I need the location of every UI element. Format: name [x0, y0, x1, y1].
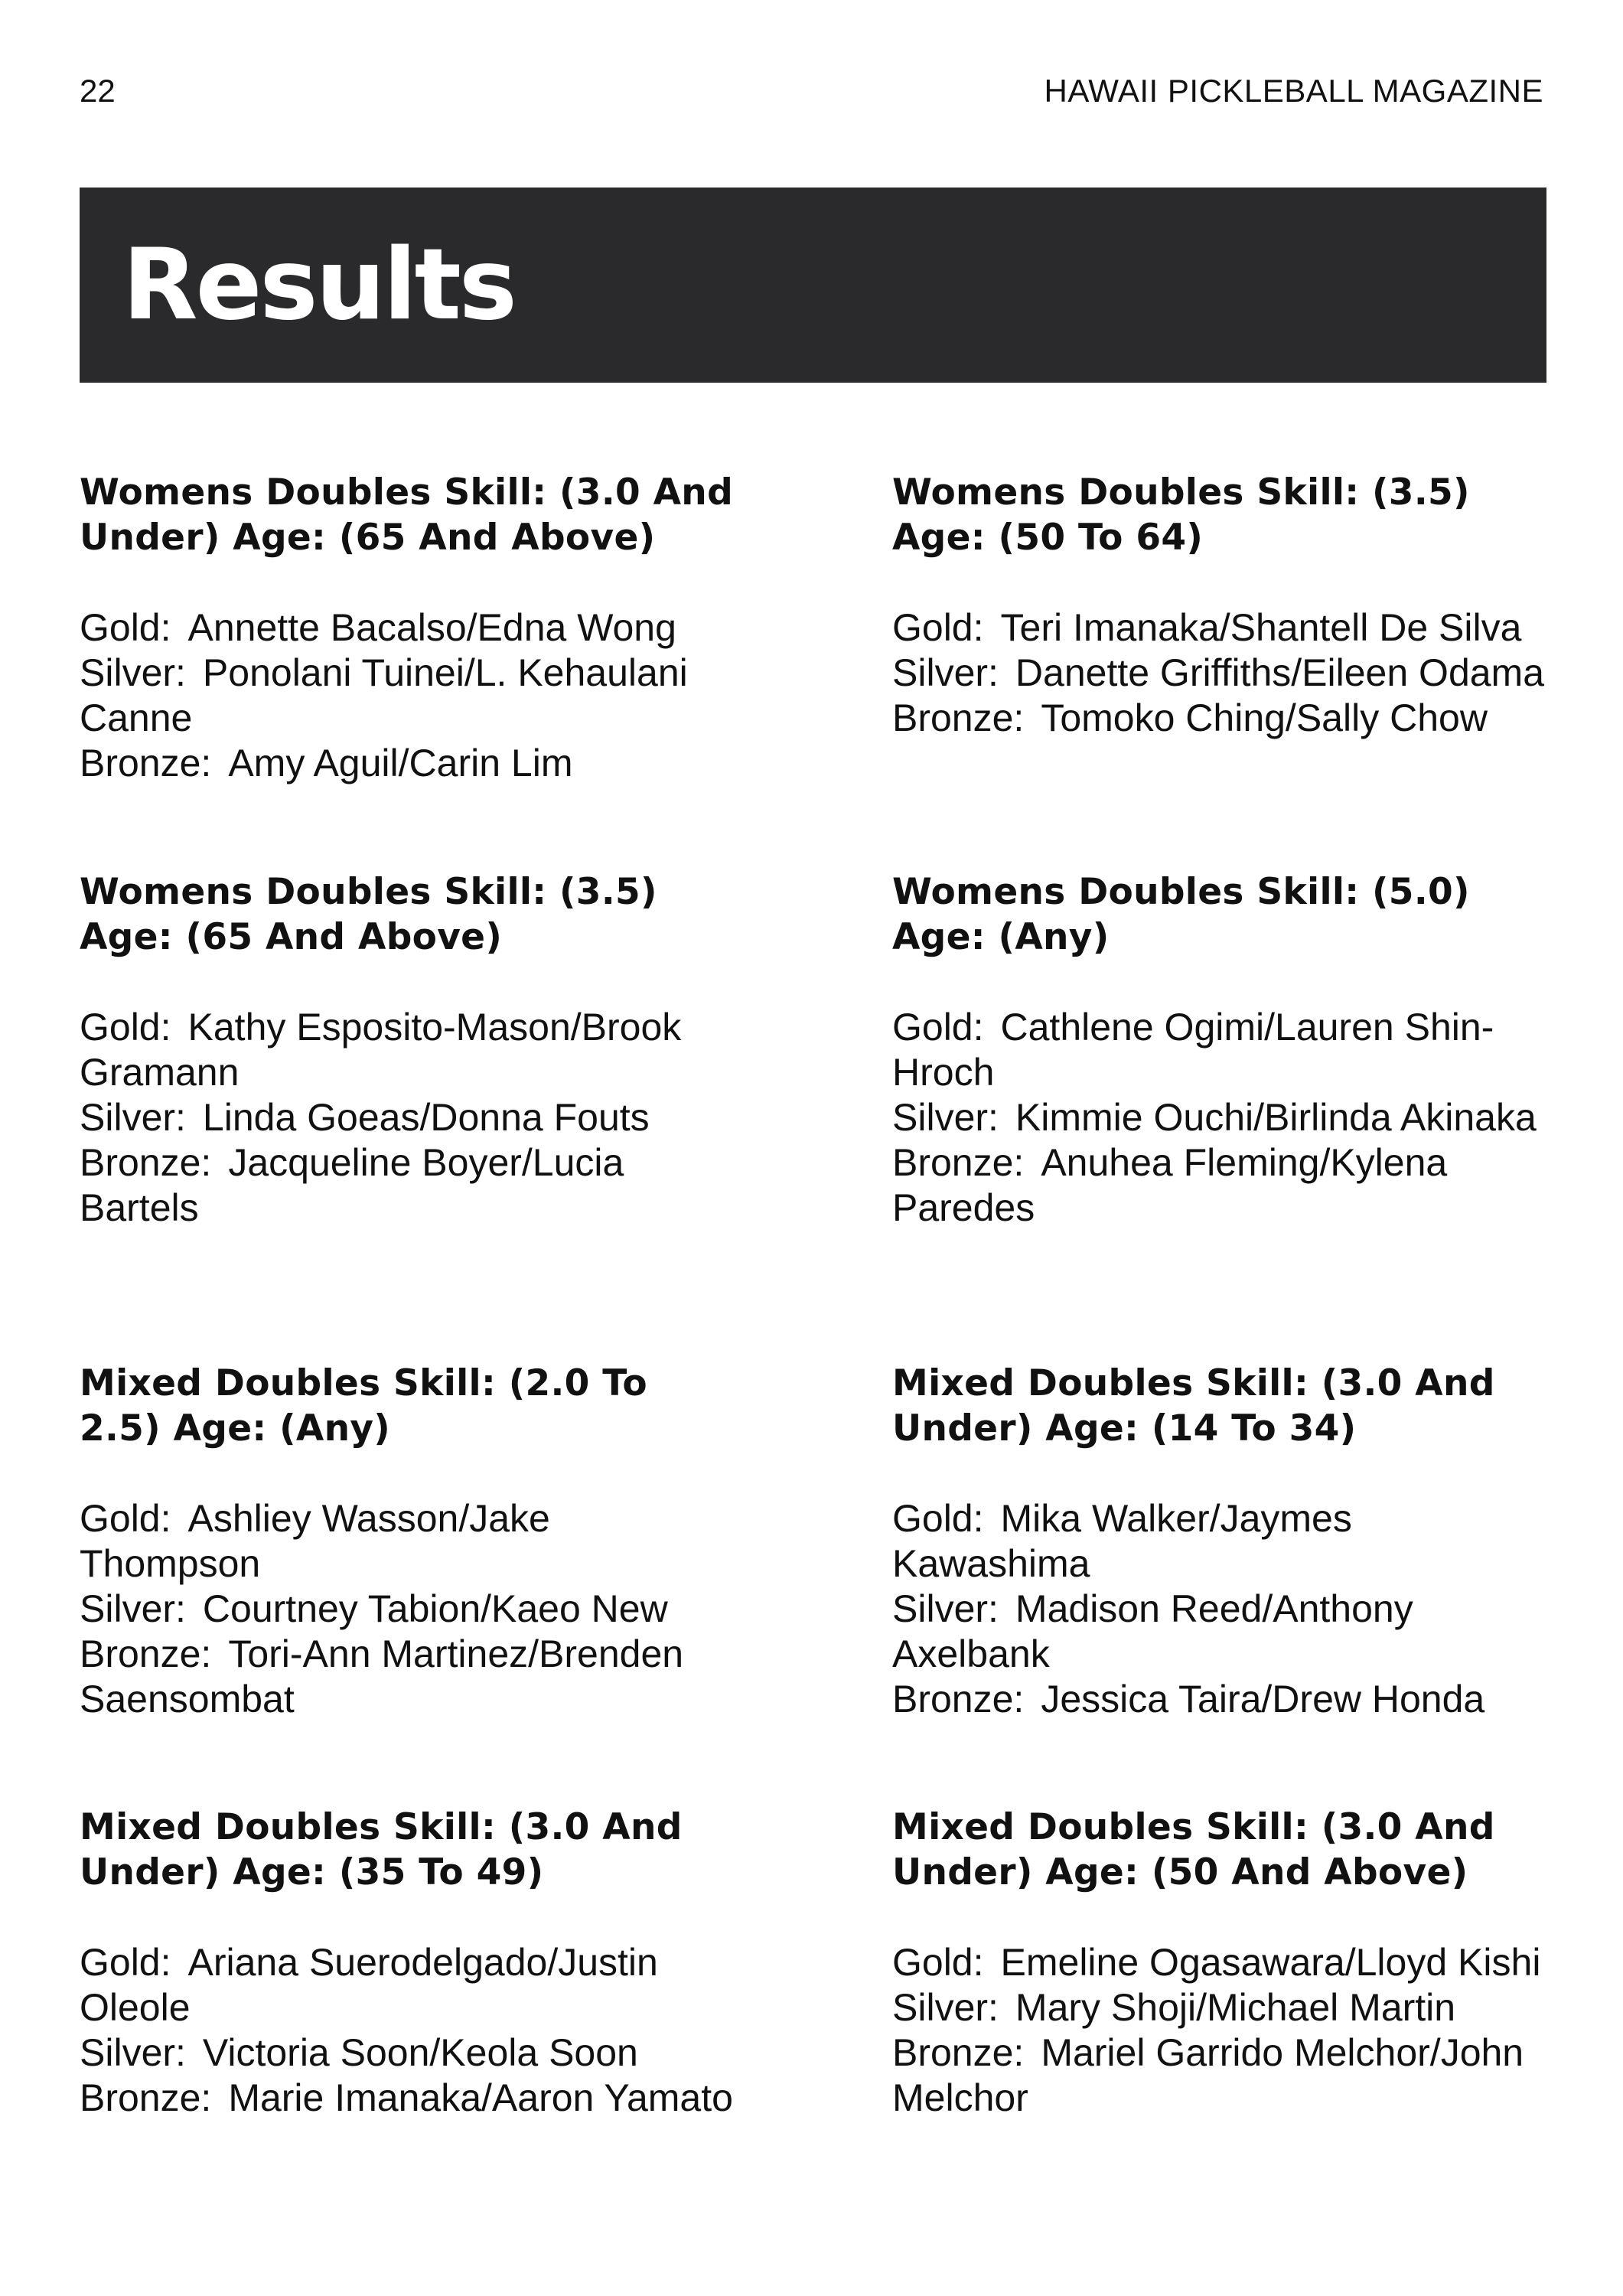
- gold-result: [892, 1940, 1546, 1985]
- bronze-label: Bronze:: [892, 696, 1025, 739]
- silver-result: [80, 1587, 738, 1632]
- bronze-result: [892, 1677, 1546, 1722]
- event-block: [892, 1361, 1546, 1805]
- gold-label: Gold:: [892, 1497, 984, 1540]
- silver-label: Silver:: [80, 1096, 186, 1139]
- bronze-team: Mariel Garrido Melchor/John Melchor: [892, 2031, 1524, 2119]
- gold-result: [80, 1005, 738, 1095]
- silver-team: Victoria Soon/Keola Soon: [202, 2031, 638, 2074]
- bronze-label: Bronze:: [80, 1632, 212, 1675]
- results-banner: [80, 188, 1546, 383]
- event-title: Mixed Doubles Skill: (3.0 And Under) Age: (50 And Above): [892, 1806, 1495, 1893]
- silver-result: [892, 1985, 1546, 2030]
- gold-label: Gold:: [80, 1941, 171, 1984]
- silver-team: Mary Shoji/Michael Martin: [1015, 1986, 1456, 2029]
- event-block: [80, 1805, 738, 2121]
- event-title: Womens Doubles Skill: (3.5) Age: (50 To 64): [892, 471, 1470, 559]
- event-title: Mixed Doubles Skill: (3.0 And Under) Age: (35 To 49): [80, 1806, 683, 1893]
- silver-result: [80, 651, 738, 741]
- gold-label: Gold:: [892, 1941, 984, 1984]
- bronze-team: Tomoko Ching/Sally Chow: [1041, 696, 1488, 739]
- bronze-label: Bronze:: [80, 1141, 212, 1184]
- gold-team: Teri Imanaka/Shantell De Silva: [1000, 606, 1522, 649]
- gold-result: [80, 1940, 738, 2030]
- event-block: [892, 869, 1546, 1361]
- results-row: [80, 1361, 1546, 1805]
- bronze-label: Bronze:: [892, 2031, 1025, 2074]
- event-block: [892, 470, 1546, 869]
- page-title: Results: [122, 228, 515, 342]
- bronze-result: [80, 2076, 738, 2121]
- gold-label: Gold:: [892, 606, 984, 649]
- magazine-name: HAWAII PICKLEBALL MAGAZINE: [1044, 73, 1543, 109]
- bronze-team: Tori-Ann Martinez/Brenden Saensombat: [80, 1632, 684, 1720]
- silver-result: [80, 2030, 738, 2076]
- gold-result: [80, 605, 738, 651]
- silver-label: Silver:: [892, 1587, 999, 1630]
- silver-label: Silver:: [892, 651, 999, 694]
- silver-result: [80, 1095, 738, 1140]
- bronze-result: [80, 1632, 738, 1722]
- gold-team: Emeline Ogasawara/Lloyd Kishi: [1000, 1941, 1541, 1984]
- results-row: [80, 869, 1546, 1361]
- gold-team: Ariana Suerodelgado/Justin Oleole: [80, 1941, 658, 2029]
- bronze-result: [80, 1140, 738, 1231]
- silver-label: Silver:: [80, 2031, 186, 2074]
- gold-team: Ashliey Wasson/Jake Thompson: [80, 1497, 550, 1585]
- bronze-label: Bronze:: [892, 1678, 1025, 1720]
- bronze-result: [892, 696, 1546, 741]
- bronze-label: Bronze:: [80, 2076, 212, 2119]
- bronze-label: Bronze:: [892, 1141, 1025, 1184]
- silver-result: [892, 1095, 1546, 1140]
- gold-team: Kathy Esposito-Mason/Brook Gramann: [80, 1006, 682, 1094]
- event-title: Mixed Doubles Skill: (2.0 To 2.5) Age: (Any): [80, 1362, 648, 1450]
- gold-team: Cathlene Ogimi/Lauren Shin-Hroch: [892, 1006, 1494, 1094]
- bronze-result: [892, 2030, 1546, 2121]
- silver-team: Danette Griffiths/Eileen Odama: [1015, 651, 1545, 694]
- event-block: [80, 1361, 738, 1805]
- bronze-result: [892, 1140, 1546, 1231]
- page-number: 22: [80, 73, 116, 109]
- silver-team: Linda Goeas/Donna Fouts: [202, 1096, 650, 1139]
- bronze-team: Jacqueline Boyer/Lucia Bartels: [80, 1141, 624, 1229]
- gold-team: Mika Walker/Jaymes Kawashima: [892, 1497, 1352, 1585]
- event-title: Mixed Doubles Skill: (3.0 And Under) Age: (14 To 34): [892, 1362, 1495, 1450]
- silver-result: [892, 1587, 1546, 1677]
- bronze-label: Bronze:: [80, 742, 212, 784]
- gold-team: Annette Bacalso/Edna Wong: [187, 606, 676, 649]
- silver-team: Ponolani Tuinei/L. Kehaulani Canne: [80, 651, 688, 739]
- gold-label: Gold:: [80, 606, 171, 649]
- event-title: Womens Doubles Skill: (5.0) Age: (Any): [892, 871, 1470, 958]
- gold-result: [892, 1496, 1546, 1587]
- bronze-team: Marie Imanaka/Aaron Yamato: [228, 2076, 733, 2119]
- silver-label: Silver:: [892, 1986, 999, 2029]
- silver-label: Silver:: [892, 1096, 999, 1139]
- gold-result: [80, 1496, 738, 1587]
- event-block: [80, 470, 738, 869]
- gold-result: [892, 1005, 1546, 1095]
- bronze-team: Amy Aguil/Carin Lim: [228, 742, 573, 784]
- bronze-team: Anuhea Fleming/Kylena Paredes: [892, 1141, 1448, 1229]
- event-block: [892, 1805, 1546, 2121]
- gold-result: [892, 605, 1546, 651]
- silver-label: Silver:: [80, 651, 186, 694]
- silver-team: Courtney Tabion/Kaeo New: [202, 1587, 668, 1630]
- silver-result: [892, 651, 1546, 696]
- silver-label: Silver:: [80, 1587, 186, 1630]
- event-block: [80, 869, 738, 1361]
- results-row: [80, 470, 1546, 869]
- event-title: Womens Doubles Skill: (3.0 And Under) Age: (65 And Above): [80, 471, 734, 559]
- results-row: [80, 1805, 1546, 2121]
- silver-team: Kimmie Ouchi/Birlinda Akinaka: [1015, 1096, 1537, 1139]
- silver-team: Madison Reed/Anthony Axelbank: [892, 1587, 1413, 1675]
- results-grid: [80, 470, 1546, 2121]
- event-title: Womens Doubles Skill: (3.5) Age: (65 And Above): [80, 871, 657, 958]
- gold-label: Gold:: [892, 1006, 984, 1049]
- gold-label: Gold:: [80, 1497, 171, 1540]
- bronze-team: Jessica Taira/Drew Honda: [1041, 1678, 1485, 1720]
- gold-label: Gold:: [80, 1006, 171, 1049]
- bronze-result: [80, 741, 738, 786]
